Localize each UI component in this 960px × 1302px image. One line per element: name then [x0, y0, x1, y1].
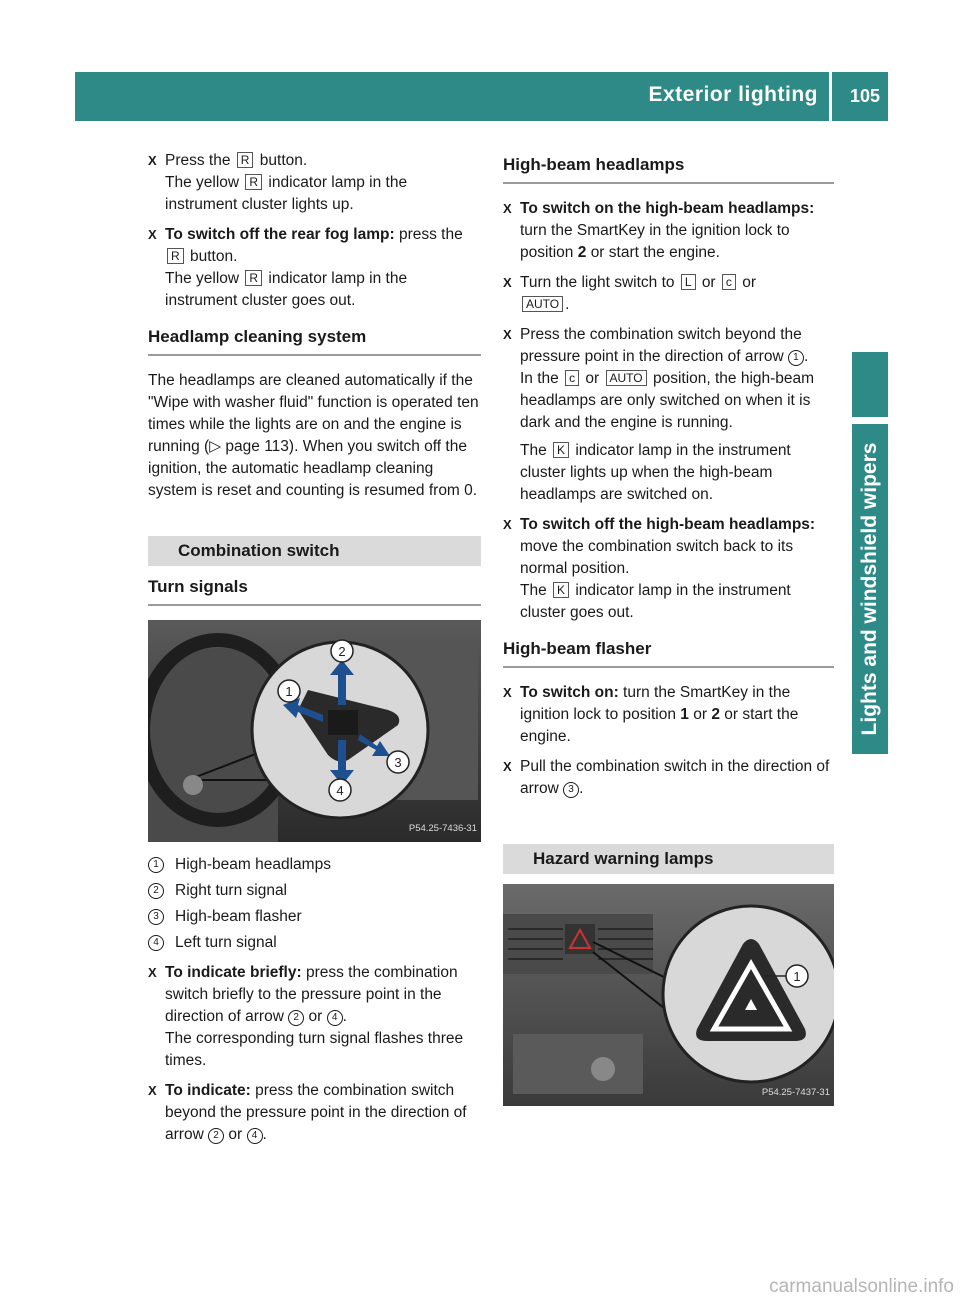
paragraph-text: ). When you switch off the ignition, the automatic headlamp cleaning system is reset and counting is resumed from 0. — [148, 438, 478, 499]
step-text: press the combination switch beyond the pressure point in the direction of arrow — [165, 1082, 467, 1143]
rear-fog-lamp-icon: R — [237, 152, 254, 168]
high-beam-icon: K — [553, 442, 569, 458]
position-number: 2 — [577, 244, 587, 261]
step-text: position, the high-beam headlamps are only switched on when it is dark and the engine is running. — [520, 370, 815, 431]
step-text: indicator lamp in the instrument cluster lights up when the high-beam headlamps are switched on. — [520, 442, 791, 503]
page-reference-link[interactable]: page 113 — [225, 438, 289, 455]
step-text: indicator lamp in the instrument cluster goes out. — [520, 582, 791, 621]
step-text: . — [579, 780, 584, 797]
hazard-warning-band: Hazard warning lamps — [503, 844, 834, 874]
auto-light-icon: AUTO — [522, 296, 563, 312]
step-press-combination-switch — [503, 324, 834, 506]
low-beam-icon: L — [681, 274, 696, 290]
high-beam-heading: High-beam headlamps — [503, 154, 834, 184]
step-label: To indicate: — [165, 1082, 251, 1099]
legend-label: High-beam headlamps — [175, 856, 331, 873]
step-text: . — [803, 348, 809, 365]
step-text: The corresponding turn signal flashes three times. — [165, 1030, 464, 1069]
headlamp-cleaning-heading: Headlamp cleaning system — [148, 326, 481, 356]
callout-number: 1 — [148, 857, 164, 873]
step-text: The yellow — [165, 270, 240, 287]
step-text: or — [742, 274, 757, 291]
side-tab-label: Lights and windshield wipers — [858, 442, 881, 736]
side-tab-marker — [852, 352, 888, 417]
step-label: To switch off the high-beam headlamps: — [520, 516, 816, 533]
step-text: or — [585, 370, 600, 387]
figure-code: P54.25-7436-31 — [408, 823, 477, 834]
step-high-beam-on — [503, 198, 834, 264]
dashboard-illustration — [503, 884, 834, 1106]
step-text: Press the — [165, 152, 231, 169]
step-text: turn the SmartKey in the ignition lock to position — [520, 222, 790, 261]
page-number: 105 — [849, 86, 880, 106]
step-text: button. — [259, 152, 308, 169]
step-label: To switch on: — [520, 684, 619, 701]
high-beam-flasher-heading: High-beam flasher — [503, 638, 834, 668]
paragraph-text: The headlamps are cleaned automatically if the "Wipe with washer fluid" function is operated ten times while the lights are on and the engine is running ( — [148, 372, 479, 455]
figure-callout-4: 4 — [336, 783, 344, 798]
left-column — [148, 150, 481, 1154]
step-text: Pull the combination switch in the direction of arrow — [520, 758, 830, 797]
rear-fog-lamp-icon: R — [167, 248, 184, 264]
step-text: . — [565, 296, 570, 313]
footer-watermark: carmanualsonline.info — [769, 1276, 954, 1297]
step-text: press the — [398, 226, 463, 243]
hazard-warning-figure — [503, 884, 834, 1106]
position-number: 2 — [711, 706, 720, 723]
step-text: . — [342, 1008, 347, 1025]
steering-wheel-illustration — [148, 620, 481, 842]
step-label: To switch on the high-beam headlamps: — [520, 200, 815, 217]
step-text: Turn the light switch to — [520, 274, 675, 291]
callout-number: 1 — [788, 350, 804, 366]
legend-item — [148, 880, 481, 902]
section-title: Exterior lighting — [648, 83, 818, 106]
step-indicate-briefly — [148, 962, 481, 1072]
step-text: or start the engine. — [520, 706, 799, 745]
parking-lamp-icon: c — [722, 274, 736, 290]
figure-callout-2: 2 — [338, 644, 346, 659]
callout-number: 3 — [148, 909, 164, 925]
step-text: or — [308, 1008, 323, 1025]
legend-item — [148, 906, 481, 928]
step-text: Press the combination switch beyond the pressure point in the direction of arrow — [520, 326, 802, 365]
step-high-beam-off — [503, 514, 834, 624]
step-text: In the — [520, 370, 559, 387]
right-column — [503, 150, 834, 1106]
header-divider — [829, 72, 832, 121]
step-label: To indicate briefly: — [165, 964, 302, 981]
step-text: or — [701, 274, 716, 291]
figure-code: P54.25-7437-31 — [761, 1087, 830, 1098]
step-indicate — [148, 1080, 481, 1146]
legend-item — [148, 854, 481, 876]
step-light-switch — [503, 272, 834, 316]
callout-number: 4 — [327, 1010, 343, 1026]
callout-number: 2 — [148, 883, 164, 899]
combination-switch-figure — [148, 620, 481, 842]
step-text: or — [228, 1126, 243, 1143]
step-text: move the combination switch back to its normal position. — [520, 538, 794, 577]
callout-number: 4 — [247, 1128, 263, 1144]
step-text: or — [693, 706, 708, 723]
rear-fog-lamp-icon: R — [245, 270, 262, 286]
step-pull-switch — [503, 756, 834, 800]
page-ref-arrow-icon: ▷ — [209, 438, 226, 455]
legend-item — [148, 932, 481, 954]
parking-lamp-icon: c — [565, 370, 579, 386]
callout-number: 4 — [148, 935, 164, 951]
step-text: The yellow — [165, 174, 240, 191]
callout-number: 2 — [208, 1128, 224, 1144]
step-text: or start the engine. — [590, 244, 720, 261]
figure-callout-1: 1 — [285, 684, 293, 699]
step-flasher-on — [503, 682, 834, 748]
combination-switch-band: Combination switch — [148, 536, 481, 566]
step-text: The — [520, 442, 547, 459]
callout-number: 2 — [288, 1010, 304, 1026]
step-switch-off-fog — [148, 224, 481, 312]
legend-label: High-beam flasher — [175, 908, 302, 925]
legend-label: Right turn signal — [175, 882, 288, 899]
step-text: button. — [189, 248, 238, 265]
high-beam-icon: K — [553, 582, 569, 598]
auto-light-icon: AUTO — [606, 370, 647, 386]
rear-fog-lamp-icon: R — [245, 174, 262, 190]
step-text: . — [262, 1126, 267, 1143]
step-text: indicator lamp in the instrument cluster goes out. — [165, 270, 408, 309]
step-text: turn the SmartKey in the ignition lock to position — [520, 684, 791, 723]
figure-callout-1: 1 — [793, 969, 801, 984]
step-text: indicator lamp in the instrument cluster lights up. — [165, 174, 408, 213]
legend-label: Left turn signal — [175, 934, 277, 951]
turn-signals-heading: Turn signals — [148, 576, 481, 606]
step-press-fog-button — [148, 150, 481, 216]
callout-number: 3 — [563, 782, 579, 798]
step-text: The — [520, 582, 547, 599]
figure-callout-3: 3 — [394, 755, 402, 770]
step-label: To switch off the rear fog lamp: — [165, 226, 395, 243]
page-header-bar — [75, 72, 888, 121]
position-number: 1 — [680, 706, 689, 723]
step-text: press the combination switch briefly to the pressure point in the direction of arrow — [165, 964, 458, 1025]
headlamp-cleaning-paragraph — [148, 370, 481, 502]
